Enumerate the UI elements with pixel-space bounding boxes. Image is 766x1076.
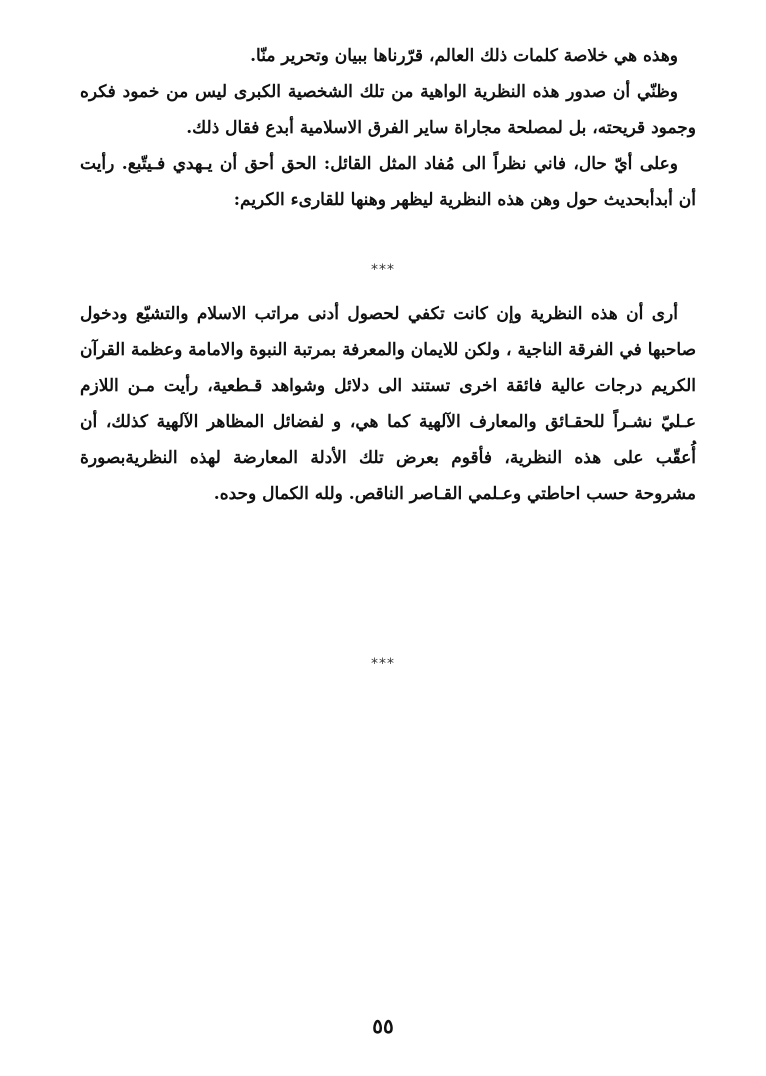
paragraph: أرى أن هذه النظرية وإن كانت تكفي لحصول أدنى مراتب الاسلام والتشيّع ودخول صاحبها في الفرقة الناجية ، ولكن للايمان والمعرفة بمرتبة النبوة والامامة وعظمة القرآن الكريم درجات عالية فائقة اخرى تستند الى دلائل وشواهد قـطعية، رأيت مـن اللازم عـليّ نشـراً للحقـائق والمعارف الآلهية كما هي، و لفضائل المظاهر الآلهية كذلك، أن أُعقّب على هذه النظرية، فأقوم بعرض تلك الأدلة المعارضة لهذه النظريةبصورة مشروحة حسب احاطتي وعـلمي القـاصر الناقص. ولله الكمال وحده. bbox=[80, 304, 696, 504]
page-number: ٥٥ bbox=[372, 1014, 394, 1038]
paragraph: وعلى أيّ حال، فاني نظراً الى مُفاد المثل القائل: الحق أحق أن يـهدي فـيتّبع. رأيت أن أبدأبحديث حول وهن هذه النظرية ليظهر وهنها للقارىء الكريم: bbox=[80, 154, 696, 210]
text-section-2 bbox=[80, 296, 696, 512]
section-separator: *** bbox=[371, 656, 395, 672]
text-section-1 bbox=[80, 38, 696, 218]
section-separator: *** bbox=[371, 262, 395, 278]
paragraph: وهذه هي خلاصة كلمات ذلك العالم، قرّرناها ببيان وتحرير منّا. bbox=[250, 46, 678, 66]
paragraph: وظنّي أن صدور هذه النظرية الواهية من تلك الشخصية الكبرى ليس من خمود فكره وجمود قريحته، بل لمصلحة مجاراة ساير الفرق الاسلامية أبدع فقال ذلك. bbox=[80, 82, 696, 138]
